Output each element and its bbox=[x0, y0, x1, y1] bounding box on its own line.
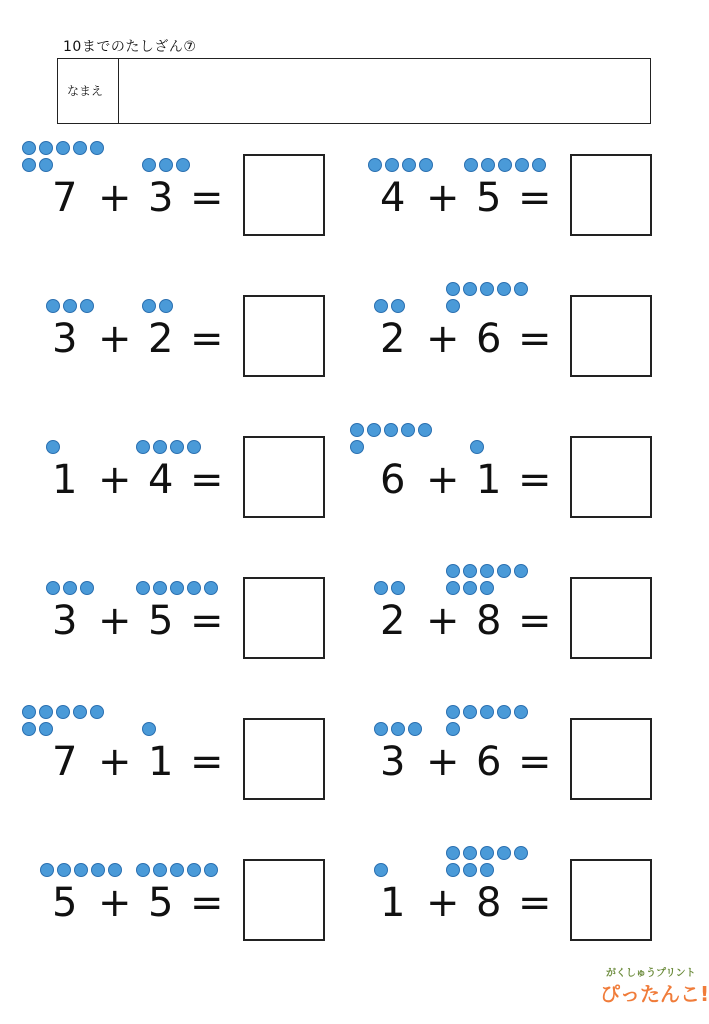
name-label: なまえ bbox=[67, 84, 104, 98]
counting-dot bbox=[480, 581, 494, 595]
equals-sign: = bbox=[190, 316, 224, 362]
answer-box[interactable] bbox=[243, 718, 325, 800]
counting-dot bbox=[170, 581, 184, 595]
plus-sign: + bbox=[426, 598, 460, 644]
answer-box[interactable] bbox=[243, 436, 325, 518]
counting-dot bbox=[374, 299, 388, 313]
counting-dot bbox=[46, 581, 60, 595]
counting-dot bbox=[515, 158, 529, 172]
counting-dot bbox=[63, 299, 77, 313]
operand-b: 3 bbox=[148, 175, 174, 221]
operand-a: 3 bbox=[52, 316, 78, 362]
answer-box[interactable] bbox=[570, 718, 652, 800]
counting-dot bbox=[463, 282, 477, 296]
plus-sign: + bbox=[426, 739, 460, 785]
counting-dot bbox=[464, 158, 478, 172]
counting-dot bbox=[39, 158, 53, 172]
plus-sign: + bbox=[426, 316, 460, 362]
counting-dot bbox=[374, 581, 388, 595]
counting-dot bbox=[374, 722, 388, 736]
counting-dot bbox=[159, 158, 173, 172]
counting-dot bbox=[498, 158, 512, 172]
answer-box[interactable] bbox=[243, 154, 325, 236]
operand-a: 4 bbox=[380, 175, 406, 221]
counting-dot bbox=[56, 141, 70, 155]
counting-dot bbox=[384, 423, 398, 437]
counting-dot bbox=[56, 705, 70, 719]
operand-b: 5 bbox=[148, 880, 174, 926]
counting-dot bbox=[108, 863, 122, 877]
counting-dot bbox=[463, 863, 477, 877]
operand-a: 3 bbox=[52, 598, 78, 644]
counting-dot bbox=[446, 722, 460, 736]
operand-b: 5 bbox=[148, 598, 174, 644]
counting-dot bbox=[22, 722, 36, 736]
counting-dot bbox=[153, 581, 167, 595]
counting-dot bbox=[514, 282, 528, 296]
equals-sign: = bbox=[518, 598, 552, 644]
equals-sign: = bbox=[518, 457, 552, 503]
operand-a: 2 bbox=[380, 598, 406, 644]
counting-dot bbox=[480, 282, 494, 296]
equals-sign: = bbox=[518, 739, 552, 785]
counting-dot bbox=[446, 299, 460, 313]
operand-a: 5 bbox=[52, 880, 78, 926]
counting-dot bbox=[532, 158, 546, 172]
counting-dot bbox=[136, 581, 150, 595]
counting-dot bbox=[204, 581, 218, 595]
answer-box[interactable] bbox=[570, 154, 652, 236]
counting-dot bbox=[176, 158, 190, 172]
counting-dot bbox=[463, 705, 477, 719]
answer-box[interactable] bbox=[570, 436, 652, 518]
logo-subtitle: がくしゅうプリント bbox=[606, 968, 696, 979]
counting-dot bbox=[40, 863, 54, 877]
counting-dot bbox=[136, 863, 150, 877]
counting-dot bbox=[385, 158, 399, 172]
counting-dot bbox=[368, 158, 382, 172]
operand-a: 1 bbox=[52, 457, 78, 503]
counting-dot bbox=[80, 299, 94, 313]
operand-b: 6 bbox=[476, 739, 502, 785]
counting-dot bbox=[374, 863, 388, 877]
plus-sign: + bbox=[426, 880, 460, 926]
operand-b: 4 bbox=[148, 457, 174, 503]
operand-b: 5 bbox=[476, 175, 502, 221]
equals-sign: = bbox=[190, 739, 224, 785]
counting-dot bbox=[408, 722, 422, 736]
answer-box[interactable] bbox=[570, 859, 652, 941]
counting-dot bbox=[514, 846, 528, 860]
equals-sign: = bbox=[190, 175, 224, 221]
counting-dot bbox=[187, 863, 201, 877]
counting-dot bbox=[497, 846, 511, 860]
answer-box[interactable] bbox=[243, 295, 325, 377]
counting-dot bbox=[497, 282, 511, 296]
logo-title: ぴったんこ! bbox=[600, 982, 709, 1006]
counting-dot bbox=[350, 423, 364, 437]
answer-box[interactable] bbox=[243, 577, 325, 659]
counting-dot bbox=[153, 440, 167, 454]
counting-dot bbox=[497, 564, 511, 578]
counting-dot bbox=[90, 705, 104, 719]
counting-dot bbox=[22, 141, 36, 155]
counting-dot bbox=[170, 440, 184, 454]
counting-dot bbox=[401, 423, 415, 437]
counting-dot bbox=[419, 158, 433, 172]
counting-dot bbox=[159, 299, 173, 313]
operand-b: 1 bbox=[148, 739, 174, 785]
counting-dot bbox=[446, 863, 460, 877]
answer-box[interactable] bbox=[570, 577, 652, 659]
counting-dot bbox=[39, 141, 53, 155]
plus-sign: + bbox=[98, 739, 132, 785]
counting-dot bbox=[402, 158, 416, 172]
counting-dot bbox=[350, 440, 364, 454]
counting-dot bbox=[514, 705, 528, 719]
counting-dot bbox=[446, 581, 460, 595]
operand-a: 3 bbox=[380, 739, 406, 785]
counting-dot bbox=[74, 863, 88, 877]
counting-dot bbox=[142, 722, 156, 736]
equals-sign: = bbox=[190, 457, 224, 503]
operand-a: 1 bbox=[380, 880, 406, 926]
counting-dot bbox=[73, 141, 87, 155]
counting-dot bbox=[142, 299, 156, 313]
counting-dot bbox=[46, 299, 60, 313]
plus-sign: + bbox=[98, 175, 132, 221]
counting-dot bbox=[480, 564, 494, 578]
counting-dot bbox=[204, 863, 218, 877]
plus-sign: + bbox=[98, 457, 132, 503]
counting-dot bbox=[90, 141, 104, 155]
counting-dot bbox=[136, 440, 150, 454]
brand-logo bbox=[600, 962, 709, 1006]
equals-sign: = bbox=[190, 880, 224, 926]
operand-a: 7 bbox=[52, 175, 78, 221]
counting-dot bbox=[480, 846, 494, 860]
equals-sign: = bbox=[518, 175, 552, 221]
operand-b: 8 bbox=[476, 598, 502, 644]
counting-dot bbox=[153, 863, 167, 877]
counting-dot bbox=[481, 158, 495, 172]
plus-sign: + bbox=[98, 316, 132, 362]
plus-sign: + bbox=[98, 880, 132, 926]
counting-dot bbox=[187, 440, 201, 454]
counting-dot bbox=[91, 863, 105, 877]
counting-dot bbox=[22, 158, 36, 172]
counting-dot bbox=[170, 863, 184, 877]
counting-dot bbox=[39, 722, 53, 736]
counting-dot bbox=[142, 158, 156, 172]
plus-sign: + bbox=[98, 598, 132, 644]
counting-dot bbox=[463, 846, 477, 860]
name-field[interactable] bbox=[119, 59, 650, 123]
counting-dot bbox=[463, 564, 477, 578]
counting-dot bbox=[446, 564, 460, 578]
operand-a: 6 bbox=[380, 457, 406, 503]
counting-dot bbox=[391, 299, 405, 313]
operand-b: 8 bbox=[476, 880, 502, 926]
counting-dot bbox=[39, 705, 53, 719]
answer-box[interactable] bbox=[243, 859, 325, 941]
counting-dot bbox=[57, 863, 71, 877]
plus-sign: + bbox=[426, 457, 460, 503]
counting-dot bbox=[187, 581, 201, 595]
counting-dot bbox=[446, 846, 460, 860]
operand-a: 2 bbox=[380, 316, 406, 362]
answer-box[interactable] bbox=[570, 295, 652, 377]
operand-b: 2 bbox=[148, 316, 174, 362]
operand-b: 1 bbox=[476, 457, 502, 503]
counting-dot bbox=[480, 863, 494, 877]
counting-dot bbox=[497, 705, 511, 719]
counting-dot bbox=[391, 722, 405, 736]
worksheet-title: 10までのたしざん⑦ bbox=[63, 39, 197, 55]
equals-sign: = bbox=[518, 316, 552, 362]
equals-sign: = bbox=[190, 598, 224, 644]
plus-sign: + bbox=[426, 175, 460, 221]
counting-dot bbox=[22, 705, 36, 719]
counting-dot bbox=[367, 423, 381, 437]
counting-dot bbox=[80, 581, 94, 595]
name-label-cell bbox=[58, 59, 119, 123]
counting-dot bbox=[73, 705, 87, 719]
counting-dot bbox=[446, 705, 460, 719]
counting-dot bbox=[480, 705, 494, 719]
counting-dot bbox=[418, 423, 432, 437]
counting-dot bbox=[463, 581, 477, 595]
counting-dot bbox=[63, 581, 77, 595]
counting-dot bbox=[514, 564, 528, 578]
equals-sign: = bbox=[518, 880, 552, 926]
operand-a: 7 bbox=[52, 739, 78, 785]
counting-dot bbox=[46, 440, 60, 454]
counting-dot bbox=[446, 282, 460, 296]
name-box bbox=[57, 58, 651, 124]
operand-b: 6 bbox=[476, 316, 502, 362]
counting-dot bbox=[470, 440, 484, 454]
counting-dot bbox=[391, 581, 405, 595]
